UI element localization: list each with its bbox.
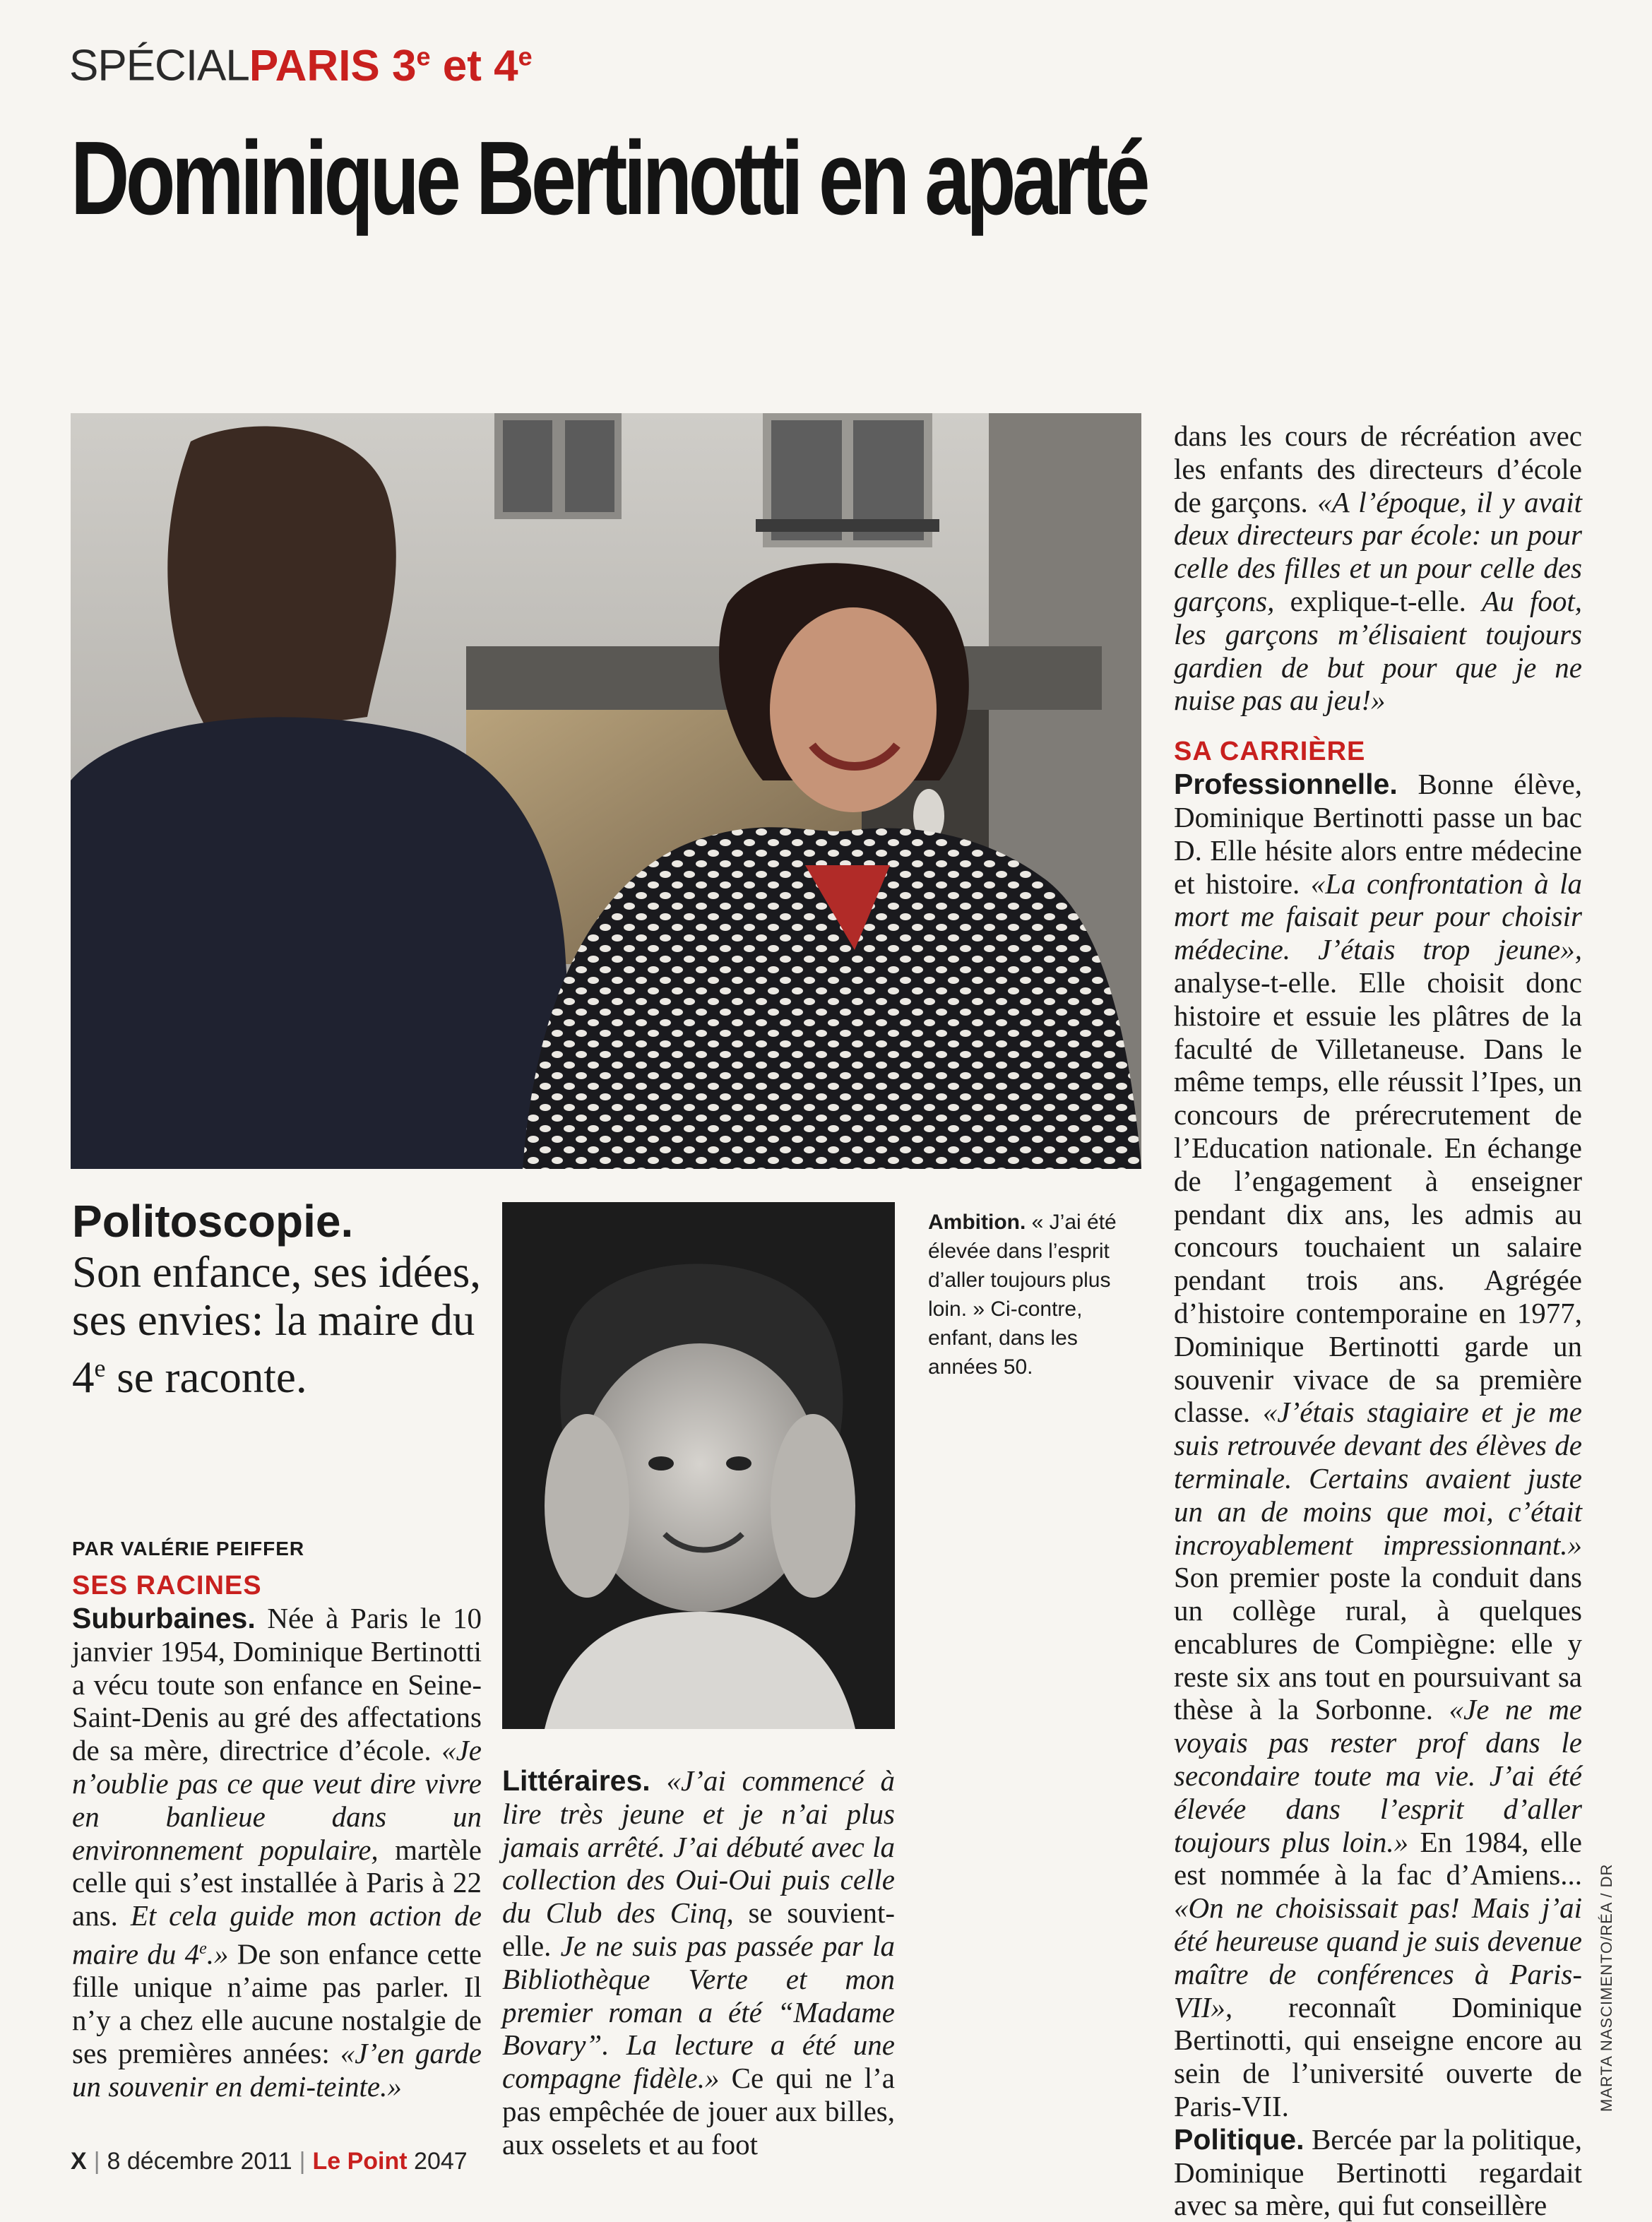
lead-suburbaines: Suburbaines. <box>72 1602 256 1634</box>
main-photo <box>71 413 1141 1169</box>
paragraph-politique: Politique. Bercée par la politique, Dominique Bertinotti regardait avec sa mère, qui fut conseillère <box>1174 2122 1582 2222</box>
column-1 <box>72 1569 482 2103</box>
photo-caption: Ambition. « J’ai été élevée dans l’esprit d’aller toujours plus loin. » Ci-contre, enfant, dans les années 50. <box>928 1211 1117 1379</box>
footer-separator: | <box>299 2148 306 2175</box>
footer-publication: Le Point <box>312 2148 408 2175</box>
paragraph-carriere: Professionnelle. Bonne élève, Dominique Bertinotti passe un bac D. Elle hésite alors entre médecine et histoire. «La confrontation à la mort me faisait peur pour choisir médecine. J’étais trop jeune», analyse-t-elle. Elle choisit donc histoire et essuie les plâtres de la faculté de Villetaneuse. Dans le même temps, elle réussit l’Ipes, un concours de prérecrutement de l’Education nationale. En échange de l’engagement à enseigner pendant dix ans, les admis au concours touchaient un salaire pendant trois ans. Agrégée d’histoire contemporaine en 1977, Dominique Bertinotti garde un souvenir vivace de sa première classe. «J’étais stagiaire et je me suis retrouvée devant des élèves de terminale. Certains avaient juste un an de moins que moi, c’était incroyablement impressionnant.» Son premier poste la conduit dans un collège rural, à quelques encablures de Compiègne: elle y reste six ans tout en poursuivant sa thèse à la Sorbonne. «Je ne me voyais pas rester prof dans le secondaire toute ma vie. J’ai été élevée dans l’esprit d’aller toujours plus loin.» En 1984, elle est nommée à la fac d’Amiens... «On ne choisissait pas! Mais j’ai été heureuse quand je suis devenue maître de conférences à Paris-VII», reconnaît Dominique Bertinotti, qui enseigne encore au sein de l’université ouverte de Paris-VII. <box>1174 768 1582 2123</box>
intro-title: Politoscopie. <box>72 1196 354 1247</box>
footer-separator: | <box>93 2148 100 2175</box>
byline: PAR VALÉRIE PEIFFER <box>72 1538 305 1559</box>
footer-date: 8 décembre 2011 <box>107 2148 292 2175</box>
photo-credit: MARTA NASCIMENTO/RÉA / DR <box>1598 1863 1615 2112</box>
lead-litteraires: Littéraires. <box>502 1764 650 1797</box>
headline: Dominique Bertinotti en aparté <box>71 120 1147 237</box>
column-3 <box>1174 420 1582 2222</box>
paragraph-racines: Suburbaines. Née à Paris le 10 janvier 1954, Dominique Bertinotti a vécu toute son enfance en Seine-Saint-Denis au gré des affectations de sa mère, directrice d’école. «Je n’oublie pas ce que veut dire vivre en banlieue dans un environnement populaire, martèle celle qui s’est installée à Paris à 22 ans. Et cela guide mon action de maire du 4e.» De son enfance cette fille unique n’aime pas parler. Il n’y a chez elle aucune nostalgie de ses premières années: «J’en garde un souvenir en demi-teinte.» <box>72 1602 482 2103</box>
section-kicker <box>69 30 533 93</box>
show-through-text <box>64 346 459 388</box>
kicker-prefix: SPÉCIAL <box>69 41 249 90</box>
main-photo-illustration <box>71 413 1141 1169</box>
section-label-carriere: SA CARRIÈRE <box>1174 737 1366 767</box>
column-2 <box>502 1764 895 2161</box>
lead-politique: Politique. <box>1174 2122 1305 2156</box>
page-footer <box>71 2147 468 2175</box>
footer-issue: 2047 <box>414 2148 468 2175</box>
paragraph-recreation: dans les cours de récréation avec les enfants des directeurs d’école de garçons. «A l’époque, il y avait deux directeurs par école: un pour celle des filles et un pour celle des garçons, explique-t-elle. Au foot, les garçons m’élisaient toujours gardien de but pour que je ne nuise pas au jeu!» <box>1174 420 1582 717</box>
footer-section: X <box>71 2148 87 2175</box>
paragraph-litteraires: Littéraires. «J’ai commencé à lire très jeune et je n’ai plus jamais arrêté. J’ai débuté avec la collection des Oui-Oui puis celle du Club des Cinq, se souvient-elle. Je ne suis pas passée par la Bibliothèque Verte et mon premier roman a été “Madame Bovary”. La lecture a été une compagne fidèle.» Ce qui ne l’a pas empêchée de jouer aux billes, aux osselets et au foot <box>502 1764 895 2161</box>
caption-lead: Ambition. <box>928 1211 1026 1234</box>
kicker-place: PARIS 3e et 4e <box>249 41 533 90</box>
childhood-photo-illustration <box>502 1202 895 1729</box>
section-label-racines: SES RACINES <box>72 1571 262 1600</box>
childhood-photo <box>502 1202 895 1729</box>
lead-professionnelle: Professionnelle. <box>1174 768 1398 801</box>
intro-block <box>72 1196 482 1401</box>
intro-subtitle: Son enfance, ses idées, ses envies: la maire du 4e se raconte. <box>72 1247 482 1402</box>
